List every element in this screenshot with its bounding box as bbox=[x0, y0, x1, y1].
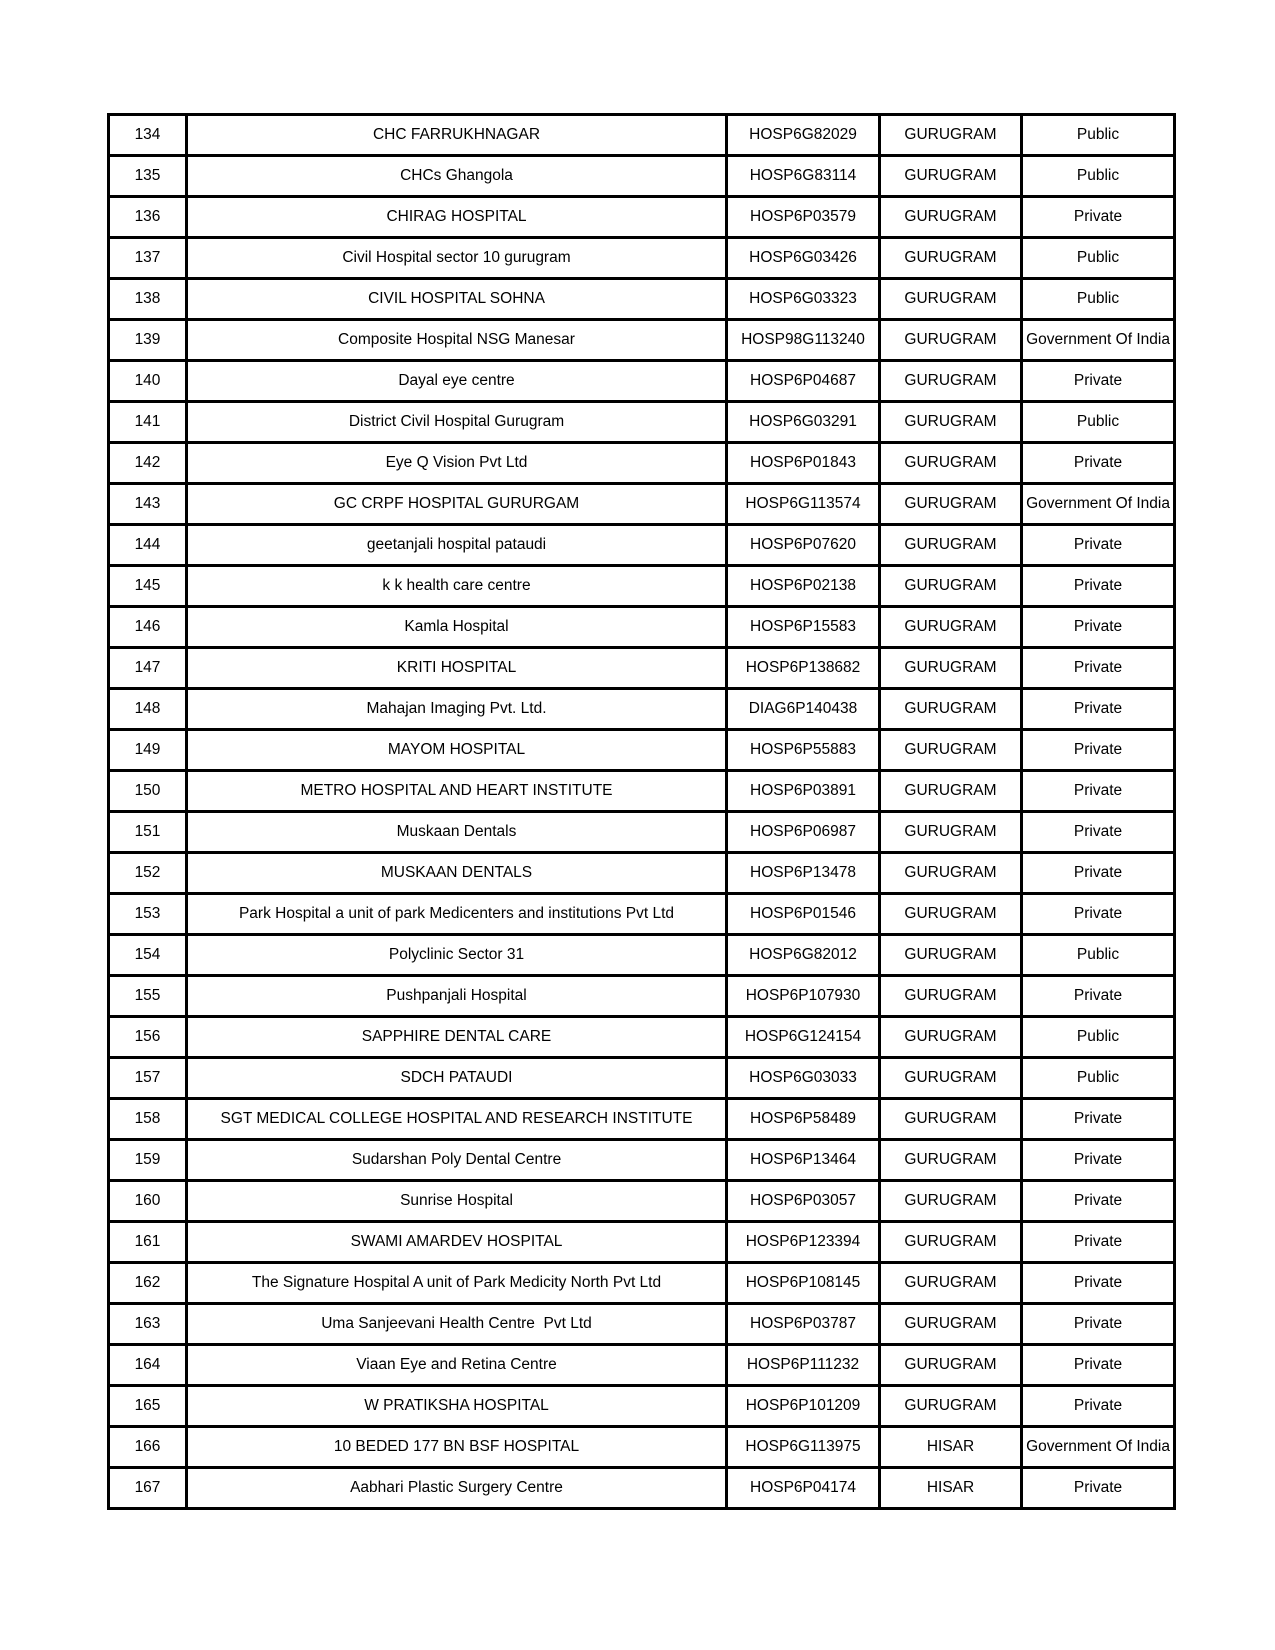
cell-name: Sunrise Hospital bbox=[187, 1181, 727, 1222]
cell-district: GURUGRAM bbox=[880, 443, 1022, 484]
cell-district: GURUGRAM bbox=[880, 771, 1022, 812]
cell-type: Private bbox=[1022, 1386, 1175, 1427]
cell-id: HOSP6G113574 bbox=[727, 484, 880, 525]
table-row bbox=[109, 935, 1175, 976]
cell-id: HOSP6P04687 bbox=[727, 361, 880, 402]
cell-id: HOSP6P108145 bbox=[727, 1263, 880, 1304]
cell-district: GURUGRAM bbox=[880, 115, 1022, 156]
cell-id: HOSP6P03891 bbox=[727, 771, 880, 812]
table-row bbox=[109, 279, 1175, 320]
cell-name: CHCs Ghangola bbox=[187, 156, 727, 197]
cell-id: HOSP6P107930 bbox=[727, 976, 880, 1017]
cell-type: Private bbox=[1022, 361, 1175, 402]
cell-type: Private bbox=[1022, 525, 1175, 566]
table-row bbox=[109, 320, 1175, 361]
cell-district: GURUGRAM bbox=[880, 1263, 1022, 1304]
table-row bbox=[109, 525, 1175, 566]
cell-district: GURUGRAM bbox=[880, 1345, 1022, 1386]
table-row bbox=[109, 1345, 1175, 1386]
table-row bbox=[109, 648, 1175, 689]
cell-district: GURUGRAM bbox=[880, 1386, 1022, 1427]
cell-type: Private bbox=[1022, 648, 1175, 689]
cell-type: Private bbox=[1022, 976, 1175, 1017]
table-row bbox=[109, 238, 1175, 279]
cell-type: Private bbox=[1022, 853, 1175, 894]
cell-district: GURUGRAM bbox=[880, 197, 1022, 238]
cell-type: Government Of India bbox=[1022, 1427, 1175, 1468]
cell-serial: 162 bbox=[109, 1263, 187, 1304]
cell-id: HOSP6P13478 bbox=[727, 853, 880, 894]
table-row bbox=[109, 730, 1175, 771]
table-row bbox=[109, 402, 1175, 443]
cell-serial: 155 bbox=[109, 976, 187, 1017]
cell-serial: 154 bbox=[109, 935, 187, 976]
cell-serial: 148 bbox=[109, 689, 187, 730]
table-row bbox=[109, 197, 1175, 238]
cell-name: Uma Sanjeevani Health Centre Pvt Ltd bbox=[187, 1304, 727, 1345]
cell-type: Private bbox=[1022, 894, 1175, 935]
cell-serial: 141 bbox=[109, 402, 187, 443]
table-row bbox=[109, 1222, 1175, 1263]
cell-type: Private bbox=[1022, 566, 1175, 607]
table-row bbox=[109, 689, 1175, 730]
cell-type: Private bbox=[1022, 1181, 1175, 1222]
cell-id: HOSP6P01546 bbox=[727, 894, 880, 935]
cell-name: Sudarshan Poly Dental Centre bbox=[187, 1140, 727, 1181]
cell-serial: 159 bbox=[109, 1140, 187, 1181]
cell-district: GURUGRAM bbox=[880, 1222, 1022, 1263]
cell-id: HOSP6P03057 bbox=[727, 1181, 880, 1222]
cell-type: Private bbox=[1022, 607, 1175, 648]
cell-name: Composite Hospital NSG Manesar bbox=[187, 320, 727, 361]
cell-district: GURUGRAM bbox=[880, 853, 1022, 894]
cell-serial: 149 bbox=[109, 730, 187, 771]
cell-district: GURUGRAM bbox=[880, 1017, 1022, 1058]
cell-id: HOSP6P111232 bbox=[727, 1345, 880, 1386]
cell-id: HOSP6P123394 bbox=[727, 1222, 880, 1263]
cell-type: Public bbox=[1022, 279, 1175, 320]
cell-serial: 146 bbox=[109, 607, 187, 648]
table-row bbox=[109, 1386, 1175, 1427]
cell-name: Viaan Eye and Retina Centre bbox=[187, 1345, 727, 1386]
cell-serial: 144 bbox=[109, 525, 187, 566]
cell-name: SDCH PATAUDI bbox=[187, 1058, 727, 1099]
cell-serial: 150 bbox=[109, 771, 187, 812]
cell-id: HOSP6P03787 bbox=[727, 1304, 880, 1345]
cell-type: Public bbox=[1022, 1058, 1175, 1099]
table-row bbox=[109, 812, 1175, 853]
cell-name: 10 BEDED 177 BN BSF HOSPITAL bbox=[187, 1427, 727, 1468]
cell-type: Private bbox=[1022, 812, 1175, 853]
cell-type: Public bbox=[1022, 238, 1175, 279]
cell-type: Private bbox=[1022, 443, 1175, 484]
cell-name: GC CRPF HOSPITAL GURURGAM bbox=[187, 484, 727, 525]
cell-serial: 164 bbox=[109, 1345, 187, 1386]
table-row bbox=[109, 1099, 1175, 1140]
cell-type: Public bbox=[1022, 1017, 1175, 1058]
cell-type: Private bbox=[1022, 1263, 1175, 1304]
cell-serial: 143 bbox=[109, 484, 187, 525]
cell-name: CHC FARRUKHNAGAR bbox=[187, 115, 727, 156]
table-row bbox=[109, 1468, 1175, 1509]
cell-name: CIVIL HOSPITAL SOHNA bbox=[187, 279, 727, 320]
cell-name: MAYOM HOSPITAL bbox=[187, 730, 727, 771]
cell-district: GURUGRAM bbox=[880, 525, 1022, 566]
cell-type: Private bbox=[1022, 1222, 1175, 1263]
cell-district: GURUGRAM bbox=[880, 1099, 1022, 1140]
cell-id: HOSP6G03426 bbox=[727, 238, 880, 279]
cell-district: GURUGRAM bbox=[880, 607, 1022, 648]
table-row bbox=[109, 1058, 1175, 1099]
table-row bbox=[109, 1304, 1175, 1345]
cell-id: HOSP6G82012 bbox=[727, 935, 880, 976]
cell-serial: 156 bbox=[109, 1017, 187, 1058]
cell-id: HOSP6P02138 bbox=[727, 566, 880, 607]
cell-serial: 147 bbox=[109, 648, 187, 689]
cell-district: GURUGRAM bbox=[880, 1304, 1022, 1345]
cell-district: GURUGRAM bbox=[880, 156, 1022, 197]
cell-district: GURUGRAM bbox=[880, 402, 1022, 443]
cell-id: HOSP6G03323 bbox=[727, 279, 880, 320]
cell-serial: 167 bbox=[109, 1468, 187, 1509]
cell-id: HOSP6P06987 bbox=[727, 812, 880, 853]
table-row bbox=[109, 1017, 1175, 1058]
table-row bbox=[109, 894, 1175, 935]
cell-type: Private bbox=[1022, 1345, 1175, 1386]
cell-name: Eye Q Vision Pvt Ltd bbox=[187, 443, 727, 484]
cell-type: Private bbox=[1022, 1140, 1175, 1181]
cell-name: District Civil Hospital Gurugram bbox=[187, 402, 727, 443]
cell-district: GURUGRAM bbox=[880, 894, 1022, 935]
cell-type: Private bbox=[1022, 771, 1175, 812]
cell-name: Park Hospital a unit of park Medicenters and institutions Pvt Ltd bbox=[187, 894, 727, 935]
cell-id: HOSP6P58489 bbox=[727, 1099, 880, 1140]
table-row bbox=[109, 853, 1175, 894]
cell-district: GURUGRAM bbox=[880, 689, 1022, 730]
cell-id: HOSP6P04174 bbox=[727, 1468, 880, 1509]
cell-type: Private bbox=[1022, 1304, 1175, 1345]
cell-type: Private bbox=[1022, 730, 1175, 771]
cell-type: Public bbox=[1022, 935, 1175, 976]
cell-type: Government Of India bbox=[1022, 484, 1175, 525]
cell-serial: 135 bbox=[109, 156, 187, 197]
cell-serial: 157 bbox=[109, 1058, 187, 1099]
table-row bbox=[109, 115, 1175, 156]
cell-type: Public bbox=[1022, 115, 1175, 156]
cell-name: KRITI HOSPITAL bbox=[187, 648, 727, 689]
table-row bbox=[109, 156, 1175, 197]
cell-district: GURUGRAM bbox=[880, 238, 1022, 279]
cell-type: Government Of India bbox=[1022, 320, 1175, 361]
cell-id: HOSP6P03579 bbox=[727, 197, 880, 238]
cell-serial: 161 bbox=[109, 1222, 187, 1263]
cell-serial: 153 bbox=[109, 894, 187, 935]
cell-serial: 140 bbox=[109, 361, 187, 402]
table-row bbox=[109, 443, 1175, 484]
cell-name: Aabhari Plastic Surgery Centre bbox=[187, 1468, 727, 1509]
cell-name: Pushpanjali Hospital bbox=[187, 976, 727, 1017]
table-row bbox=[109, 1263, 1175, 1304]
cell-name: The Signature Hospital A unit of Park Medicity North Pvt Ltd bbox=[187, 1263, 727, 1304]
cell-id: HOSP6P55883 bbox=[727, 730, 880, 771]
cell-serial: 145 bbox=[109, 566, 187, 607]
cell-serial: 163 bbox=[109, 1304, 187, 1345]
cell-serial: 152 bbox=[109, 853, 187, 894]
cell-name: METRO HOSPITAL AND HEART INSTITUTE bbox=[187, 771, 727, 812]
cell-name: SGT MEDICAL COLLEGE HOSPITAL AND RESEARCH INSTITUTE bbox=[187, 1099, 727, 1140]
cell-district: GURUGRAM bbox=[880, 320, 1022, 361]
cell-id: HOSP98G113240 bbox=[727, 320, 880, 361]
hospital-list-table bbox=[107, 113, 1176, 1510]
cell-type: Private bbox=[1022, 1099, 1175, 1140]
cell-name: k k health care centre bbox=[187, 566, 727, 607]
table-row bbox=[109, 484, 1175, 525]
cell-district: GURUGRAM bbox=[880, 730, 1022, 771]
cell-id: HOSP6P01843 bbox=[727, 443, 880, 484]
cell-id: HOSP6G82029 bbox=[727, 115, 880, 156]
cell-district: GURUGRAM bbox=[880, 566, 1022, 607]
cell-type: Public bbox=[1022, 402, 1175, 443]
cell-id: DIAG6P140438 bbox=[727, 689, 880, 730]
cell-id: HOSP6G83114 bbox=[727, 156, 880, 197]
cell-district: GURUGRAM bbox=[880, 1058, 1022, 1099]
cell-name: Mahajan Imaging Pvt. Ltd. bbox=[187, 689, 727, 730]
cell-id: HOSP6G124154 bbox=[727, 1017, 880, 1058]
cell-name: SAPPHIRE DENTAL CARE bbox=[187, 1017, 727, 1058]
cell-district: HISAR bbox=[880, 1468, 1022, 1509]
cell-name: Civil Hospital sector 10 gurugram bbox=[187, 238, 727, 279]
cell-id: HOSP6P138682 bbox=[727, 648, 880, 689]
cell-district: GURUGRAM bbox=[880, 935, 1022, 976]
cell-serial: 136 bbox=[109, 197, 187, 238]
cell-serial: 139 bbox=[109, 320, 187, 361]
cell-id: HOSP6P13464 bbox=[727, 1140, 880, 1181]
cell-name: MUSKAAN DENTALS bbox=[187, 853, 727, 894]
cell-serial: 166 bbox=[109, 1427, 187, 1468]
cell-type: Private bbox=[1022, 197, 1175, 238]
cell-id: HOSP6P15583 bbox=[727, 607, 880, 648]
cell-district: GURUGRAM bbox=[880, 648, 1022, 689]
cell-serial: 151 bbox=[109, 812, 187, 853]
cell-district: GURUGRAM bbox=[880, 1181, 1022, 1222]
cell-serial: 138 bbox=[109, 279, 187, 320]
cell-serial: 160 bbox=[109, 1181, 187, 1222]
cell-name: geetanjali hospital pataudi bbox=[187, 525, 727, 566]
cell-type: Private bbox=[1022, 1468, 1175, 1509]
cell-id: HOSP6P07620 bbox=[727, 525, 880, 566]
cell-district: GURUGRAM bbox=[880, 976, 1022, 1017]
cell-name: W PRATIKSHA HOSPITAL bbox=[187, 1386, 727, 1427]
table-row bbox=[109, 771, 1175, 812]
table-body bbox=[109, 115, 1175, 1509]
cell-id: HOSP6G03291 bbox=[727, 402, 880, 443]
cell-district: GURUGRAM bbox=[880, 1140, 1022, 1181]
cell-id: HOSP6P101209 bbox=[727, 1386, 880, 1427]
table-row bbox=[109, 1427, 1175, 1468]
table-row bbox=[109, 976, 1175, 1017]
cell-name: Muskaan Dentals bbox=[187, 812, 727, 853]
cell-serial: 134 bbox=[109, 115, 187, 156]
table-row bbox=[109, 566, 1175, 607]
cell-district: GURUGRAM bbox=[880, 812, 1022, 853]
table-row bbox=[109, 361, 1175, 402]
table-row bbox=[109, 1140, 1175, 1181]
cell-type: Public bbox=[1022, 156, 1175, 197]
cell-id: HOSP6G113975 bbox=[727, 1427, 880, 1468]
cell-type: Private bbox=[1022, 689, 1175, 730]
cell-district: GURUGRAM bbox=[880, 361, 1022, 402]
cell-serial: 137 bbox=[109, 238, 187, 279]
cell-id: HOSP6G03033 bbox=[727, 1058, 880, 1099]
cell-district: GURUGRAM bbox=[880, 279, 1022, 320]
cell-name: Dayal eye centre bbox=[187, 361, 727, 402]
cell-district: GURUGRAM bbox=[880, 484, 1022, 525]
cell-serial: 142 bbox=[109, 443, 187, 484]
table-row bbox=[109, 607, 1175, 648]
cell-name: Polyclinic Sector 31 bbox=[187, 935, 727, 976]
cell-name: SWAMI AMARDEV HOSPITAL bbox=[187, 1222, 727, 1263]
cell-name: CHIRAG HOSPITAL bbox=[187, 197, 727, 238]
cell-district: HISAR bbox=[880, 1427, 1022, 1468]
cell-serial: 158 bbox=[109, 1099, 187, 1140]
table-row bbox=[109, 1181, 1175, 1222]
cell-serial: 165 bbox=[109, 1386, 187, 1427]
cell-name: Kamla Hospital bbox=[187, 607, 727, 648]
